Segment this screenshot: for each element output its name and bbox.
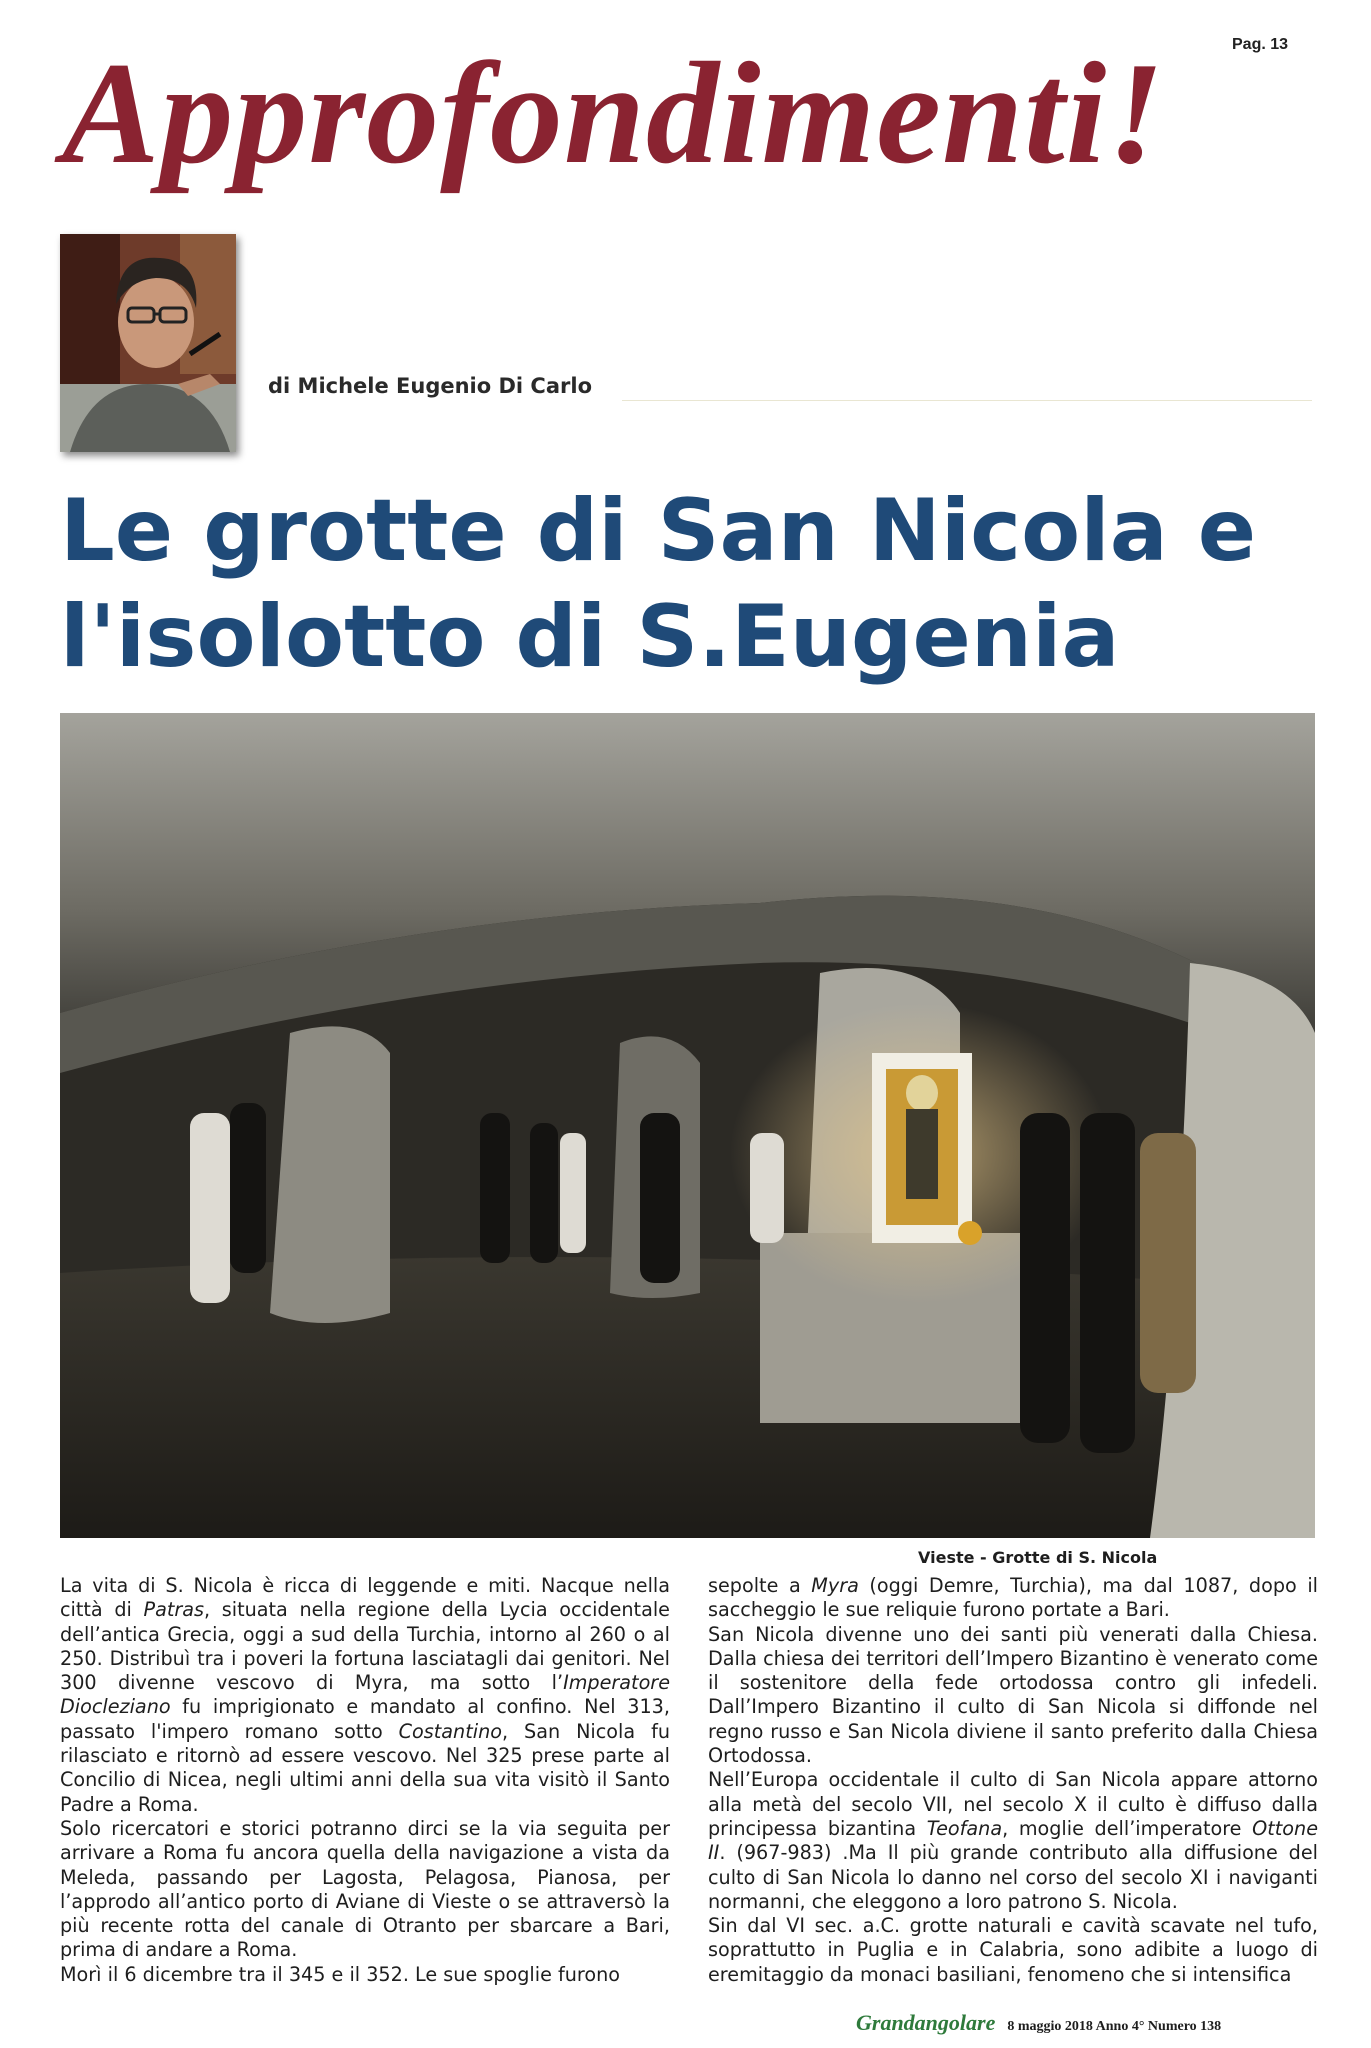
article-paragraph [60, 1574, 670, 1817]
article-headline: Le grotte di San Nicola e l'isolotto di S.Eugenia [60, 481, 1257, 687]
article-paragraph [708, 1914, 1318, 1987]
section-title: Approfondimenti! [62, 32, 1166, 194]
text-run: Nell’Europa occidentale il culto di San Nicola appare attorno alla metà del secolo VII, nel secolo X il culto è diffuso dalla principessa bizantina [708, 1768, 1318, 1840]
author-byline: di Michele Eugenio Di Carlo [268, 374, 592, 398]
page-footer [856, 2010, 1221, 2036]
article-photo [60, 713, 1315, 1538]
text-run: , San Nicola fu rilasciato e ritornò ad essere vescovo. Nel 325 prese parte al Concilio di Nicea, negli ultimi anni della sua vita visitò il Santo Padre a Roma. [60, 1719, 670, 1816]
author-portrait [60, 234, 236, 452]
text-run: , moglie dell’imperatore [1002, 1816, 1253, 1840]
text-run: , situata nella regione della Lycia occidentale dell’antica Grecia, oggi a sud della Turchia, intorno al 260 o al 250. Distribuì tra i poveri la fortuna lasciatagli dai genitori. Nel 300 divenne vescovo di Myra, ma sotto l’ [60, 1598, 670, 1695]
photo-caption: Vieste - Grotte di S. Nicola [918, 1548, 1158, 1567]
text-run: Sin dal VI sec. a.C. grotte naturali e cavità scavate nel tufo, soprattutto in Puglia e in Calabria, sono adibite a luogo di eremitaggio da monaci basiliani, fenomeno che si intensifica [708, 1914, 1318, 1986]
page-number: Pag. 13 [1232, 36, 1289, 53]
emphasis-text: Costantino [398, 1719, 502, 1743]
emphasis-text: Imperatore Diocleziano [60, 1671, 670, 1719]
article-paragraph [60, 1817, 670, 1963]
text-run: Solo ricercatori e storici potranno dirci se la via seguita per arrivare a Roma fu ancora quella della navigazione a vista da Meleda, passando per Lagosta, Pelagosa, Pianosa, per l’approdo all’antico porto di Aviane di Vieste o se attraversò la più recente rotta del canale di Otranto per sbarcare a Bari, prima di andare a Roma. [60, 1816, 670, 1962]
text-run: sepolte a [708, 1574, 812, 1597]
emphasis-text: Ottone II [708, 1816, 1318, 1865]
text-run: (oggi Demre, Turchia), ma dal 1087, dopo il saccheggio le sue reliquie furono portate a Bari. [708, 1574, 1318, 1622]
text-run: La vita di S. Nicola è ricca di leggende e miti. Nacque nella città di [60, 1574, 670, 1622]
emphasis-text: Myra [811, 1574, 859, 1597]
emphasis-text: Teofana [926, 1816, 1003, 1840]
article-paragraph [60, 1963, 670, 1987]
text-run: fu imprigionato e mandato al confino. Nel 313, passato l'impero romano sotto [60, 1695, 670, 1743]
article-column-1 [60, 1574, 670, 1987]
text-run: San Nicola divenne uno dei santi più venerati dalla Chiesa. Dalla chiesa dei territori dell’Impero Bizantino è venerato come il sostenitore della fede ortodossa contro gli infedeli. Dall’Impero Bizantino il culto di San Nicola si diffonde nel regno russo e San Nicola diviene il santo preferito dalla Chiesa Ortodossa. [708, 1622, 1318, 1768]
article-paragraph [708, 1768, 1318, 1914]
byline-divider [622, 400, 1312, 401]
article-column-2 [708, 1574, 1318, 1987]
issue-info: 8 maggio 2018 Anno 4° Numero 138 [1007, 2019, 1222, 2034]
article-paragraph [708, 1623, 1318, 1769]
text-run: Morì il 6 dicembre tra il 345 e il 352. Le sue spoglie furono [60, 1962, 621, 1986]
emphasis-text: Patras [143, 1598, 204, 1622]
text-run: . (967-983) .Ma Il più grande contributo alla diffusione del culto di San Nicola lo danno nel corso del secolo XI i naviganti normanni, che eleggono a loro patrono S. Nicola. [708, 1841, 1318, 1913]
article-paragraph [708, 1574, 1318, 1623]
publication-name: Grandangolare [856, 2010, 996, 2035]
